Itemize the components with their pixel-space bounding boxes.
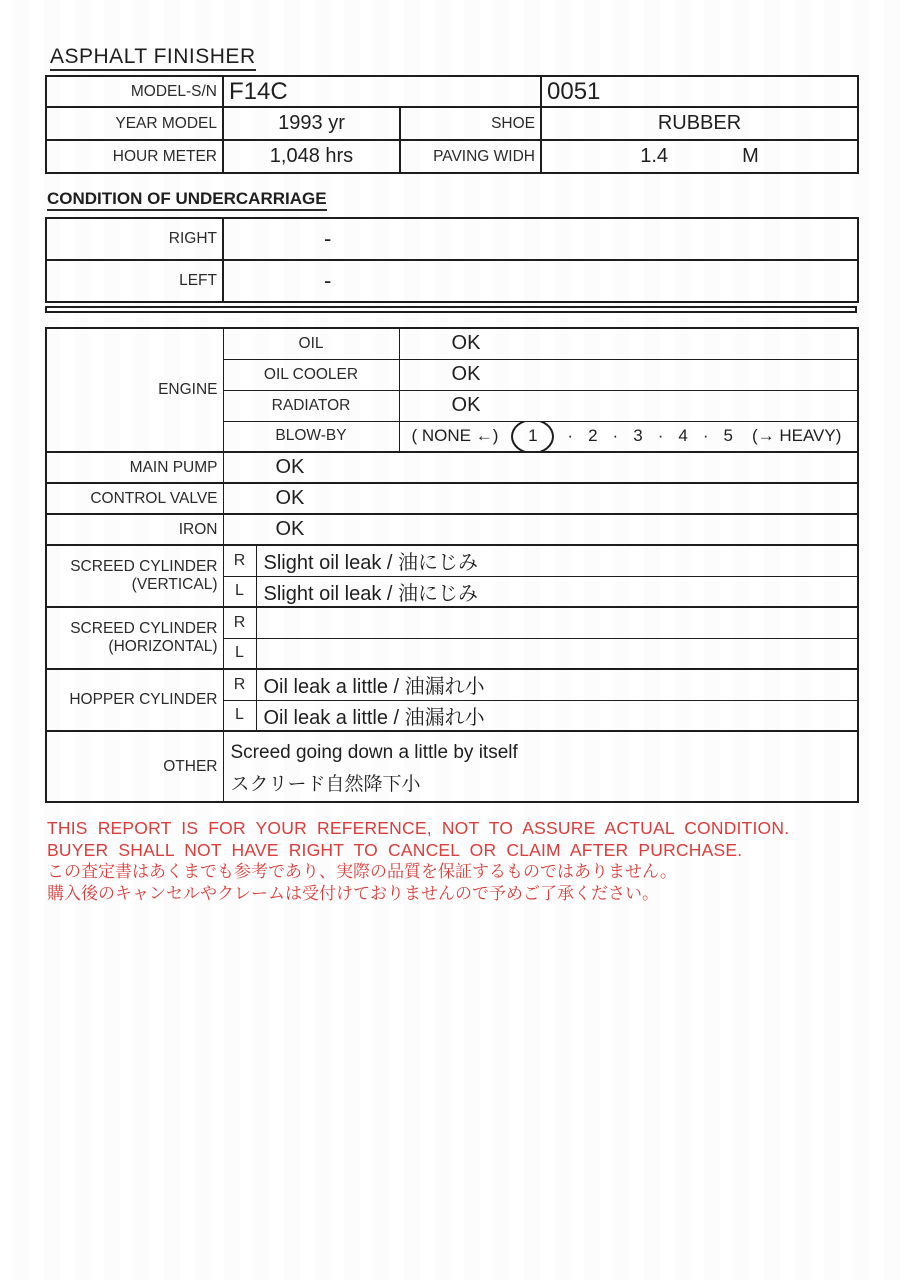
table-row (46, 731, 858, 802)
hopper-left-value: Oil leak a little / 油漏れ小 (256, 700, 858, 731)
screed-cylinder-vertical-label: SCREED CYLINDER (VERTICAL) (46, 545, 223, 607)
right-label: RIGHT (46, 218, 223, 260)
left-value: - (223, 260, 858, 302)
shoe-label: SHOE (400, 107, 541, 140)
year-model-label: YEAR MODEL (46, 107, 223, 140)
year-value: 1993 yr (223, 107, 400, 140)
blowby-rating-5: 5 (723, 426, 733, 446)
engine-label: ENGINE (46, 328, 223, 452)
left-indicator: L (223, 700, 256, 731)
disclaimer-line: 購入後のキャンセルやクレームは受付けておりませんので予めご了承ください。 (47, 884, 659, 903)
right-indicator: R (223, 669, 256, 700)
table-row (46, 607, 858, 638)
left-label: LEFT (46, 260, 223, 302)
iron-label: IRON (46, 514, 223, 545)
oil-cooler-label: OIL COOLER (223, 359, 399, 390)
blowby-dot: · (567, 426, 574, 446)
disclaimer-block (47, 818, 905, 905)
serial-value: 0051 (541, 76, 858, 107)
shoe-value: RUBBER (541, 107, 858, 140)
table-row (46, 76, 858, 107)
table-row (46, 328, 858, 359)
disclaimer-line: この査定書はあくまでも参考であり、実際の品質を保証するものではありません。 (47, 862, 678, 881)
other-remarks (223, 731, 858, 802)
other-label: OTHER (46, 731, 223, 802)
disclaimer-line: BUYER SHALL NOT HAVE RIGHT TO CANCEL OR CLAIM AFTER PURCHASE. (47, 839, 743, 860)
paving-width-label: PAVING WIDH (400, 140, 541, 173)
paving-width-value (541, 140, 858, 173)
iron-value: OK (223, 514, 858, 545)
inspection-table (45, 327, 859, 803)
paving-width-number: 1.4 (640, 145, 669, 167)
screed-cylinder-horizontal-label: SCREED CYLINDER (HORIZONTAL) (46, 607, 223, 669)
blowby-label: BLOW-BY (223, 421, 399, 452)
blowby-dot: · (657, 426, 664, 446)
paving-width-unit: M (742, 145, 759, 167)
right-value: - (223, 218, 858, 260)
screed-vertical-right-value: Slight oil leak / 油にじみ (256, 545, 858, 576)
table-row (46, 140, 858, 173)
other-remark-english: Screed going down a little by itself (230, 742, 518, 763)
table-divider-band (45, 306, 857, 313)
model-sn-label: MODEL-S/N (46, 76, 223, 107)
main-pump-value: OK (223, 452, 858, 483)
table-row (46, 514, 858, 545)
blowby-scale (399, 421, 858, 452)
hopper-cylinder-label: HOPPER CYLINDER (46, 669, 223, 731)
left-indicator: L (223, 576, 256, 607)
right-indicator: R (223, 545, 256, 576)
blowby-dot: · (612, 426, 619, 446)
oil-cooler-value: OK (399, 359, 858, 390)
screed-vertical-left-value: Slight oil leak / 油にじみ (256, 576, 858, 607)
spec-table (45, 75, 859, 174)
other-remark-japanese: スクリード自然降下小 (230, 774, 421, 795)
radiator-value: OK (399, 390, 858, 421)
screed-horizontal-right-value (256, 607, 858, 638)
blowby-dot: · (702, 426, 709, 446)
page-title: ASPHALT FINISHER (50, 46, 256, 71)
disclaimer-line: THIS REPORT IS FOR YOUR REFERENCE, NOT TO ASSURE ACTUAL CONDITION. (47, 818, 790, 838)
engine-oil-label: OIL (223, 328, 399, 359)
right-indicator: R (223, 607, 256, 638)
control-valve-label: CONTROL VALVE (46, 483, 223, 514)
table-row (46, 260, 858, 302)
blowby-none-prefix: ( NONE ←) (411, 426, 499, 446)
blowby-rating-3: 3 (633, 426, 643, 446)
table-row (46, 669, 858, 700)
table-row (46, 483, 858, 514)
main-pump-label: MAIN PUMP (46, 452, 223, 483)
blowby-selected-rating: 1 (511, 421, 554, 452)
hour-value: 1,048 hrs (223, 140, 400, 173)
table-row (46, 107, 858, 140)
engine-oil-value: OK (399, 328, 858, 359)
undercarriage-heading: CONDITION OF UNDERCARRIAGE (47, 190, 327, 211)
hour-meter-label: HOUR METER (46, 140, 223, 173)
control-valve-value: OK (223, 483, 858, 514)
table-row (46, 452, 858, 483)
left-indicator: L (223, 638, 256, 669)
blowby-rating-4: 4 (678, 426, 688, 446)
table-row (46, 218, 858, 260)
blowby-heavy-suffix: (→ HEAVY) (751, 426, 842, 446)
screed-horizontal-left-value (256, 638, 858, 669)
radiator-label: RADIATOR (223, 390, 399, 421)
blowby-rating-2: 2 (588, 426, 598, 446)
undercarriage-table (45, 217, 859, 303)
hopper-right-value: Oil leak a little / 油漏れ小 (256, 669, 858, 700)
model-value: F14C (223, 76, 541, 107)
table-row (46, 545, 858, 576)
